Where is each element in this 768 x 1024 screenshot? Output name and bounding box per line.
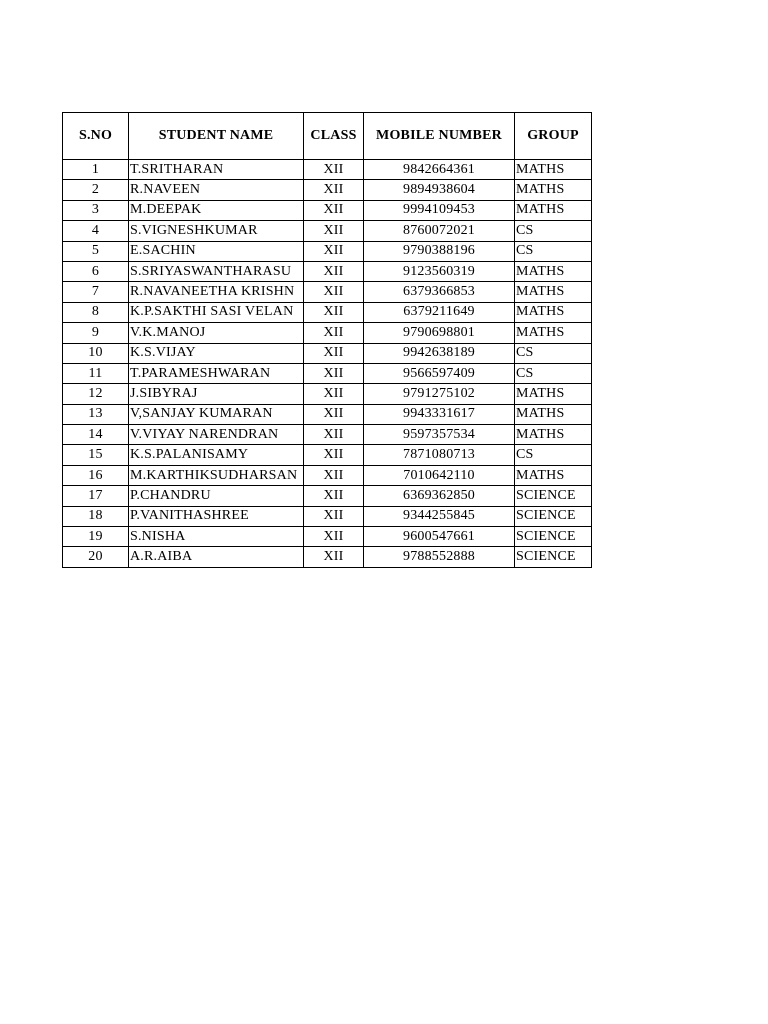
cell-mobile-number: 9600547661 xyxy=(364,527,515,547)
cell-sno: 20 xyxy=(63,547,129,567)
cell-mobile-number: 8760072021 xyxy=(364,221,515,241)
header-class: CLASS xyxy=(304,113,364,160)
table-row xyxy=(63,261,592,281)
cell-sno: 17 xyxy=(63,486,129,506)
table-row xyxy=(63,282,592,302)
cell-mobile-number: 9597357534 xyxy=(364,425,515,445)
cell-class: XII xyxy=(304,343,364,363)
cell-mobile-number: 7871080713 xyxy=(364,445,515,465)
cell-class: XII xyxy=(304,221,364,241)
table-row xyxy=(63,323,592,343)
cell-group: MATHS xyxy=(515,465,592,485)
cell-class: XII xyxy=(304,547,364,567)
cell-sno: 10 xyxy=(63,343,129,363)
cell-mobile-number: 6369362850 xyxy=(364,486,515,506)
cell-group: MATHS xyxy=(515,160,592,180)
cell-sno: 6 xyxy=(63,261,129,281)
cell-mobile-number: 9566597409 xyxy=(364,363,515,383)
cell-class: XII xyxy=(304,486,364,506)
cell-student-name: E.SACHIN xyxy=(129,241,304,261)
header-row xyxy=(63,113,592,160)
cell-group: SCIENCE xyxy=(515,527,592,547)
cell-sno: 11 xyxy=(63,363,129,383)
cell-sno: 19 xyxy=(63,527,129,547)
student-table xyxy=(62,112,592,568)
cell-mobile-number: 9123560319 xyxy=(364,261,515,281)
table-row xyxy=(63,527,592,547)
cell-sno: 1 xyxy=(63,160,129,180)
cell-student-name: M.DEEPAK xyxy=(129,200,304,220)
cell-group: SCIENCE xyxy=(515,547,592,567)
cell-student-name: V,SANJAY KUMARAN xyxy=(129,404,304,424)
cell-group: MATHS xyxy=(515,261,592,281)
cell-student-name: K.S.VIJAY xyxy=(129,343,304,363)
cell-student-name: K.P.SAKTHI SASI VELAN xyxy=(129,302,304,322)
table-row xyxy=(63,404,592,424)
cell-class: XII xyxy=(304,363,364,383)
table-row xyxy=(63,465,592,485)
cell-class: XII xyxy=(304,527,364,547)
cell-sno: 12 xyxy=(63,384,129,404)
cell-mobile-number: 9788552888 xyxy=(364,547,515,567)
cell-student-name: R.NAVEEN xyxy=(129,180,304,200)
cell-mobile-number: 9943331617 xyxy=(364,404,515,424)
cell-mobile-number: 9994109453 xyxy=(364,200,515,220)
cell-student-name: T.SRITHARAN xyxy=(129,160,304,180)
cell-class: XII xyxy=(304,506,364,526)
cell-group: SCIENCE xyxy=(515,486,592,506)
cell-class: XII xyxy=(304,323,364,343)
cell-sno: 5 xyxy=(63,241,129,261)
cell-student-name: J.SIBYRAJ xyxy=(129,384,304,404)
cell-student-name: P.VANITHASHREE xyxy=(129,506,304,526)
cell-student-name: V.K.MANOJ xyxy=(129,323,304,343)
cell-student-name: V.VIYAY NARENDRAN xyxy=(129,425,304,445)
cell-sno: 18 xyxy=(63,506,129,526)
table-header xyxy=(63,113,592,160)
cell-class: XII xyxy=(304,445,364,465)
cell-class: XII xyxy=(304,180,364,200)
table-body xyxy=(63,160,592,568)
cell-class: XII xyxy=(304,384,364,404)
cell-group: MATHS xyxy=(515,282,592,302)
cell-mobile-number: 6379366853 xyxy=(364,282,515,302)
cell-class: XII xyxy=(304,282,364,302)
cell-sno: 8 xyxy=(63,302,129,322)
cell-sno: 2 xyxy=(63,180,129,200)
table-row xyxy=(63,506,592,526)
table-row xyxy=(63,445,592,465)
cell-sno: 4 xyxy=(63,221,129,241)
cell-student-name: S.SRIYASWANTHARASU xyxy=(129,261,304,281)
cell-group: MATHS xyxy=(515,425,592,445)
cell-class: XII xyxy=(304,425,364,445)
cell-student-name: T.PARAMESHWARAN xyxy=(129,363,304,383)
cell-group: CS xyxy=(515,221,592,241)
table-row xyxy=(63,180,592,200)
cell-group: CS xyxy=(515,241,592,261)
cell-student-name: P.CHANDRU xyxy=(129,486,304,506)
cell-mobile-number: 9894938604 xyxy=(364,180,515,200)
table-row xyxy=(63,486,592,506)
cell-sno: 14 xyxy=(63,425,129,445)
cell-group: SCIENCE xyxy=(515,506,592,526)
table-row xyxy=(63,384,592,404)
cell-group: CS xyxy=(515,363,592,383)
cell-class: XII xyxy=(304,241,364,261)
cell-class: XII xyxy=(304,200,364,220)
cell-class: XII xyxy=(304,465,364,485)
cell-sno: 16 xyxy=(63,465,129,485)
cell-class: XII xyxy=(304,404,364,424)
cell-class: XII xyxy=(304,261,364,281)
header-group: GROUP xyxy=(515,113,592,160)
cell-sno: 13 xyxy=(63,404,129,424)
cell-mobile-number: 9942638189 xyxy=(364,343,515,363)
header-sno: S.NO xyxy=(63,113,129,160)
table-row xyxy=(63,241,592,261)
header-mobile-number: MOBILE NUMBER xyxy=(364,113,515,160)
table-row xyxy=(63,200,592,220)
header-student-name: STUDENT NAME xyxy=(129,113,304,160)
table-row xyxy=(63,547,592,567)
cell-group: MATHS xyxy=(515,384,592,404)
cell-student-name: S.NISHA xyxy=(129,527,304,547)
table-row xyxy=(63,363,592,383)
table-row xyxy=(63,221,592,241)
cell-group: MATHS xyxy=(515,180,592,200)
cell-mobile-number: 6379211649 xyxy=(364,302,515,322)
cell-student-name: R.NAVANEETHA KRISHN xyxy=(129,282,304,302)
cell-mobile-number: 7010642110 xyxy=(364,465,515,485)
cell-student-name: S.VIGNESHKUMAR xyxy=(129,221,304,241)
cell-group: MATHS xyxy=(515,323,592,343)
table-row xyxy=(63,343,592,363)
cell-mobile-number: 9842664361 xyxy=(364,160,515,180)
cell-student-name: K.S.PALANISAMY xyxy=(129,445,304,465)
cell-mobile-number: 9344255845 xyxy=(364,506,515,526)
cell-student-name: A.R.AIBA xyxy=(129,547,304,567)
cell-class: XII xyxy=(304,160,364,180)
cell-mobile-number: 9790698801 xyxy=(364,323,515,343)
cell-class: XII xyxy=(304,302,364,322)
table-row xyxy=(63,425,592,445)
cell-group: MATHS xyxy=(515,404,592,424)
cell-sno: 15 xyxy=(63,445,129,465)
cell-mobile-number: 9791275102 xyxy=(364,384,515,404)
cell-group: MATHS xyxy=(515,302,592,322)
cell-group: CS xyxy=(515,445,592,465)
cell-sno: 7 xyxy=(63,282,129,302)
cell-sno: 3 xyxy=(63,200,129,220)
cell-group: MATHS xyxy=(515,200,592,220)
cell-group: CS xyxy=(515,343,592,363)
cell-mobile-number: 9790388196 xyxy=(364,241,515,261)
table-row xyxy=(63,160,592,180)
cell-sno: 9 xyxy=(63,323,129,343)
table-row xyxy=(63,302,592,322)
cell-student-name: M.KARTHIKSUDHARSAN xyxy=(129,465,304,485)
